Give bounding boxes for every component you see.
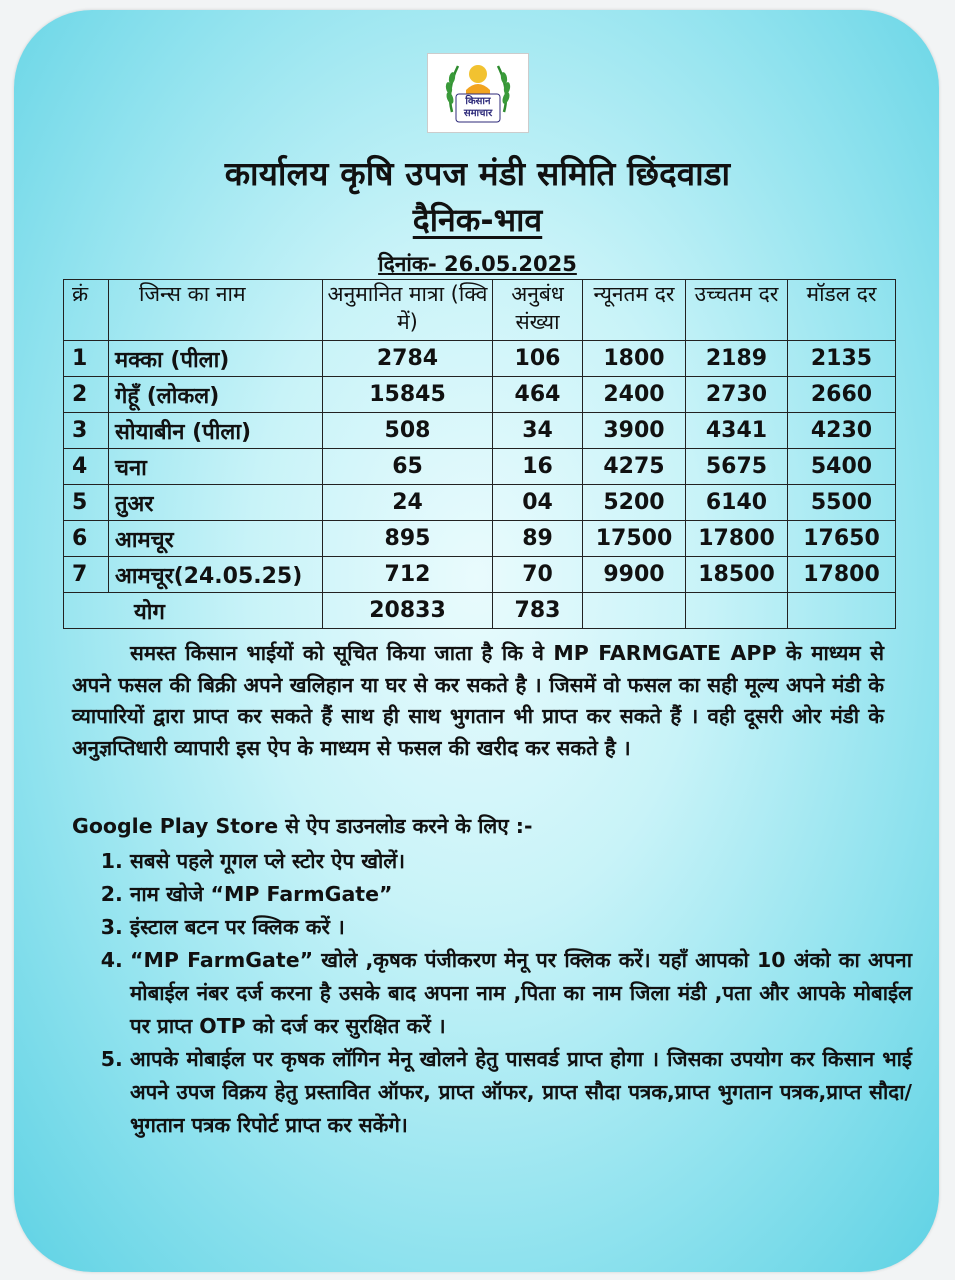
serial-cell: 3 xyxy=(64,413,109,449)
rates-table xyxy=(63,279,896,629)
notice-text: समस्त किसान भाईयों को सूचित किया जाता है कि वे MP FARMGATE APP के माध्यम से अपने फसल की बिक्री अपने खलिहान या घर से कर सकते है । जिसमें वो फसल का सही मूल्य अपने मंडी के व्यापारियों द्वारा प्राप्त कर सकते हैं साथ ही साथ भुगतान भी प्राप्त कर सकते हैं । वही दूसरी ओर मंडी के अनुज्ञप्तिधारी व्यापारी इस ऐप के माध्यम से फसल की खरीद कर सकते है । xyxy=(72,641,884,760)
commodity-cell: आमचूर xyxy=(109,521,323,557)
empty-cell xyxy=(686,593,788,629)
contracts-cell: 70 xyxy=(493,557,583,593)
commodity-cell: मक्का (पीला) xyxy=(109,341,323,377)
total-label: योग xyxy=(64,593,323,629)
rates-date xyxy=(0,250,955,278)
notice-paragraph xyxy=(72,638,884,764)
contracts-cell: 106 xyxy=(493,341,583,377)
total-contracts: 783 xyxy=(493,593,583,629)
header-modal-rate: मॉडल दर xyxy=(788,280,896,341)
contracts-cell: 464 xyxy=(493,377,583,413)
contracts-cell: 04 xyxy=(493,485,583,521)
table-row xyxy=(64,377,896,413)
min-rate-cell: 2400 xyxy=(583,377,686,413)
modal-rate-cell: 5400 xyxy=(788,449,896,485)
contracts-cell: 16 xyxy=(493,449,583,485)
header-max-rate: उच्चतम दर xyxy=(686,280,788,341)
quantity-cell: 2784 xyxy=(323,341,493,377)
download-heading: Google Play Store से ऐप डाउनलोड करने के लिए :- xyxy=(72,814,533,838)
table-header-row xyxy=(64,280,896,341)
modal-rate-cell: 2135 xyxy=(788,341,896,377)
max-rate-cell: 2189 xyxy=(686,341,788,377)
max-rate-cell: 5675 xyxy=(686,449,788,485)
serial-cell: 7 xyxy=(64,557,109,593)
modal-rate-cell: 2660 xyxy=(788,377,896,413)
empty-cell xyxy=(788,593,896,629)
modal-rate-cell: 4230 xyxy=(788,413,896,449)
header-quantity: अनुमानित मात्रा (क्वि में) xyxy=(323,280,493,341)
modal-rate-cell: 17650 xyxy=(788,521,896,557)
max-rate-cell: 17800 xyxy=(686,521,788,557)
logo-text: किसान समाचार xyxy=(463,96,493,119)
step-item: 1. सबसे पहले गूगल प्ले स्टोर ऐप खोलें। xyxy=(130,845,912,878)
contracts-cell: 34 xyxy=(493,413,583,449)
serial-cell: 2 xyxy=(64,377,109,413)
office-title: कार्यालय कृषि उपज मंडी समिति छिंदवाडा xyxy=(224,154,731,193)
min-rate-cell: 3900 xyxy=(583,413,686,449)
commodity-cell: चना xyxy=(109,449,323,485)
min-rate-cell: 1800 xyxy=(583,341,686,377)
table-row xyxy=(64,449,896,485)
commodity-cell: सोयाबीन (पीला) xyxy=(109,413,323,449)
rates-date-label: दिनांक- 26.05.2025 xyxy=(378,252,577,276)
header-contracts: अनुबंध संख्या xyxy=(493,280,583,341)
kisan-samachar-logo xyxy=(427,53,529,133)
serial-cell: 6 xyxy=(64,521,109,557)
quantity-cell: 65 xyxy=(323,449,493,485)
daily-rates-label: दैनिक-भाव xyxy=(412,201,543,239)
serial-cell: 4 xyxy=(64,449,109,485)
min-rate-cell: 9900 xyxy=(583,557,686,593)
commodity-cell: आमचूर(24.05.25) xyxy=(109,557,323,593)
header-serial: क्रं xyxy=(64,280,109,341)
contracts-cell: 89 xyxy=(493,521,583,557)
commodity-cell: गेहूँ (लोकल) xyxy=(109,377,323,413)
min-rate-cell: 5200 xyxy=(583,485,686,521)
quantity-cell: 24 xyxy=(323,485,493,521)
daily-rates-heading xyxy=(0,198,955,241)
total-quantity: 20833 xyxy=(323,593,493,629)
step-item: 5. आपके मोबाईल पर कृषक लॉगिन मेनू खोलने हेतु पासवर्ड प्राप्त होगा । जिसका उपयोग कर किसान भाई अपने उपज विक्रय हेतु प्रस्तावित ऑफर, प्राप्त ऑफर, प्राप्त सौदा पत्रक,प्राप्त भुगतान पत्रक,प्राप्त सौदा/भुगतान पत्रक रिपोर्ट प्राप्त कर सकेंगे। xyxy=(130,1043,912,1142)
step-item: 2. नाम खोजे “MP FarmGate” xyxy=(130,878,912,911)
table-row xyxy=(64,413,896,449)
step-item: 3. इंस्टाल बटन पर क्लिक करें । xyxy=(130,911,912,944)
quantity-cell: 508 xyxy=(323,413,493,449)
quantity-cell: 15845 xyxy=(323,377,493,413)
total-row xyxy=(64,593,896,629)
modal-rate-cell: 17800 xyxy=(788,557,896,593)
max-rate-cell: 6140 xyxy=(686,485,788,521)
commodity-cell: तुअर xyxy=(109,485,323,521)
header-commodity: जिन्स का नाम xyxy=(109,280,323,341)
min-rate-cell: 17500 xyxy=(583,521,686,557)
modal-rate-cell: 5500 xyxy=(788,485,896,521)
serial-cell: 1 xyxy=(64,341,109,377)
empty-cell xyxy=(583,593,686,629)
step-item: 4. “MP FarmGate” खोले ,कृषक पंजीकरण मेनू पर क्लिक करें। यहाँ आपको 10 अंको का अपना मोबाईल नंबर दर्ज करना है उसके बाद अपना नाम ,पिता का नाम जिला मंडी ,पता और आपके मोबाईल पर प्राप्त OTP को दर्ज कर सुरक्षित करें । xyxy=(130,944,912,1043)
min-rate-cell: 4275 xyxy=(583,449,686,485)
download-steps xyxy=(102,845,912,1142)
max-rate-cell: 4341 xyxy=(686,413,788,449)
quantity-cell: 895 xyxy=(323,521,493,557)
table-row xyxy=(64,521,896,557)
table-row xyxy=(64,341,896,377)
quantity-cell: 712 xyxy=(323,557,493,593)
max-rate-cell: 18500 xyxy=(686,557,788,593)
header-min-rate: न्यूनतम दर xyxy=(583,280,686,341)
table-row xyxy=(64,485,896,521)
table-row xyxy=(64,557,896,593)
serial-cell: 5 xyxy=(64,485,109,521)
max-rate-cell: 2730 xyxy=(686,377,788,413)
